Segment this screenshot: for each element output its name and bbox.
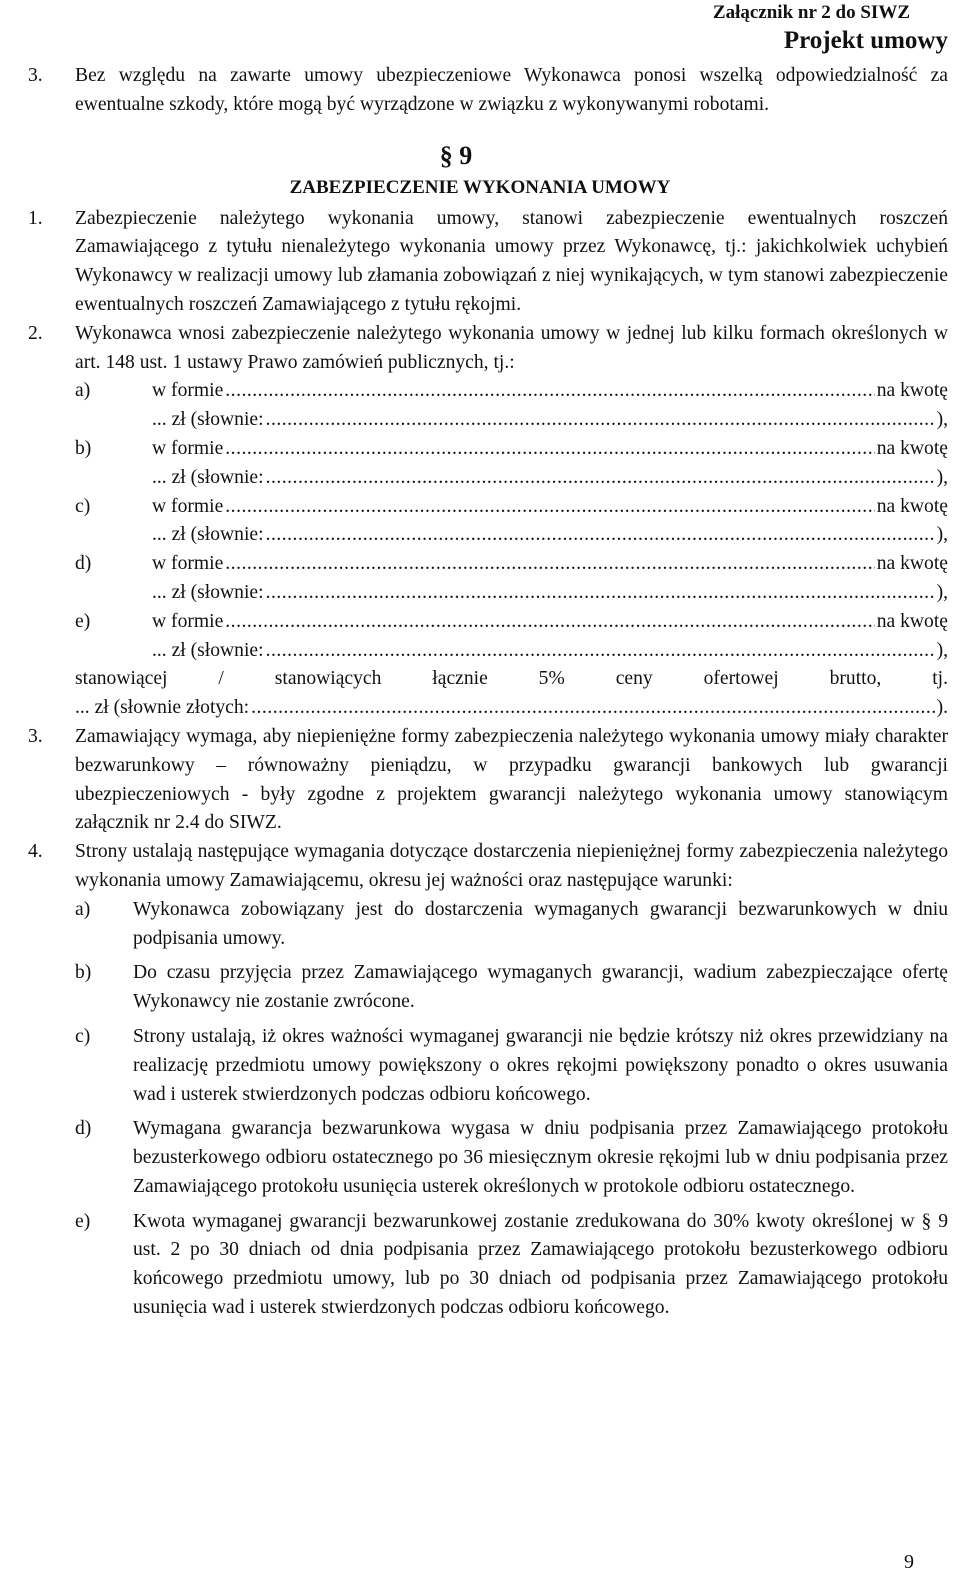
point-text: Zabezpieczenie należytego wykonania umowy, stanowi zabezpieczenie ewentualnych roszczeń Zamawiającego z tytułu nienależytego wykonania umowy przez Wykonawcę, tj.: jakichkolwiek uchybień Wykonawcy w realizacji umowy lub złamania zobowiązań z niej wynikających, w tym stanowi zabezpieczenie ewentualnych roszczeń Zamawiającego z tytułu rękojmi. [75,207,948,315]
page-number: 9 [904,1551,914,1573]
form-line [75,550,948,579]
condition-letter: b) [75,962,92,984]
form-amount: ... zł (słownie: [152,524,264,546]
point-1 [0,205,960,320]
form-letter: a) [75,380,91,402]
condition-text: Wykonawca zobowiązany jest do dostarczenia wymaganych gwarancji bezwarunkowych w dniu podpisania umowy. [133,898,948,949]
point-3-prev [0,62,960,120]
form-tail: na kwotę [876,553,948,575]
point-text: Wykonawca wnosi zabezpieczenie należytego wykonania umowy w jednej lub kilku formach określonych w art. 148 ust. 1 ustawy Prawo zamówień publicznych, tj.: [75,322,948,373]
condition-letter: c) [75,1025,91,1047]
summary-line: stanowiącej / stanowiących łącznie 5% ceny ofertowej brutto, tj. [75,668,948,690]
form-letter: c) [75,495,91,517]
annex-label: Załącznik nr 2 do SIWZ [712,2,910,23]
form-lead: w formie [152,553,224,575]
summary-amount: ... zł (słownie złotych: [75,697,250,719]
form-lead: w formie [152,380,224,402]
form-amount: ... zł (słownie: [152,409,264,431]
form-tail: na kwotę [876,610,948,632]
condition-item [75,959,948,1017]
form-line [75,608,948,637]
form-end: ), [936,639,948,661]
form-letter: b) [75,437,92,459]
point-2 [0,320,960,378]
form-amount-line [75,464,948,493]
form-amount: ... zł (słownie: [152,581,264,603]
point-text: Zamawiający wymaga, aby niepieniężne formy zabezpieczenia należytego wykonania umowy miały charakter bezwarunkowy – równoważny pieniądzu, w przypadku gwarancji bankowych lub gwarancji ubezpieczeniowych - były zgodne z projektem gwarancji należytego wykonania umowy stanowiącym załącznik nr 2.4 do SIWZ. [75,725,948,834]
condition-letter: e) [75,1210,91,1232]
condition-letter: a) [75,898,91,920]
point-number: 3. [28,65,43,86]
form-lead: w formie [152,495,224,517]
form-letter: d) [75,553,92,575]
condition-item [75,896,948,954]
point-4 [0,838,960,1323]
form-letter: e) [75,610,91,632]
condition-text: Kwota wymaganej gwarancji bezwarunkowej zostanie zredukowana do 30% kwoty określonej w § 9 ust. 2 po 30 dniach od dnia podpisania przez Zamawiającego protokołu bezusterkowego odbioru końcowego przedmiotu umowy, lub po 30 dniach od podpisania przez Zamawiającego protokołu usunięcia wad i usterek stwierdzonych podczas odbioru końcowego. [133,1210,948,1319]
summary-end: ). [936,697,948,719]
point-number: 3. [28,725,43,747]
point-number: 2. [28,322,43,344]
summary-amount-line [75,694,948,723]
form-amount: ... zł (słownie: [152,639,264,661]
condition-item [75,1208,948,1323]
form-amount-line [75,579,948,608]
security-forms-list [0,377,960,723]
form-amount-line [75,406,948,435]
form-tail: na kwotę [876,380,948,402]
point-3 [0,723,960,838]
section-sign: § 9 [439,140,473,170]
document-body [0,62,960,1323]
form-tail: na kwotę [876,437,948,459]
point-number: 1. [28,207,43,229]
form-amount-line [75,521,948,550]
form-lead: w formie [152,437,224,459]
point-text: Bez względu na zawarte umowy ubezpieczeniowe Wykonawca ponosi wszelką odpowiedzialność za ewentualne szkody, które mogą być wyrządzone w związku z wykonywanymi robotami. [75,65,948,115]
form-line [75,493,948,522]
condition-letter: d) [75,1118,92,1140]
condition-text: Wymagana gwarancja bezwarunkowa wygasa w dniu podpisania przez Zamawiającego protokołu bezusterkowego odbioru ostatecznego po 36 miesięcznym okresie rękojmi lub w dniu podpisania przez Zamawiającego protokołu usunięcia usterek określonych w protokole odbioru ostatecznego. [133,1118,948,1197]
form-end: ), [936,524,948,546]
form-lead: w formie [152,610,224,632]
point-text: Strony ustalają następujące wymagania dotyczące dostarczenia niepieniężnej formy zabezpieczenia należytego wykonania umowy Zamawiającemu, okresu jej ważności oraz następujące warunki: [75,841,948,891]
point-number: 4. [28,841,43,863]
form-end: ), [936,409,948,431]
condition-text: Do czasu przyjęcia przez Zamawiającego wymaganych gwarancji, wadium zabezpieczające ofertę Wykonawcy nie zostanie zwrócone. [133,962,948,1013]
condition-text: Strony ustalają, iż okres ważności wymaganej gwarancji nie będzie krótszy niż okres przewidziany na realizację przedmiotu umowy powiększony o okres rękojmi powiększony ponadto o okres usuwania wad i usterek stwierdzonych podczas odbioru końcowego. [133,1025,948,1105]
form-amount-line [75,637,948,666]
form-tail: na kwotę [876,495,948,517]
section-heading [0,139,960,203]
document-title: Projekt umowy [783,27,948,54]
form-line [75,435,948,464]
form-end: ), [936,581,948,603]
condition-item [75,1115,948,1201]
section-title: ZABEZPIECZENIE WYKONANIA UMOWY [289,176,671,198]
condition-item [75,1023,948,1109]
form-end: ), [936,466,948,488]
form-line [75,377,948,406]
form-amount: ... zł (słownie: [152,466,264,488]
